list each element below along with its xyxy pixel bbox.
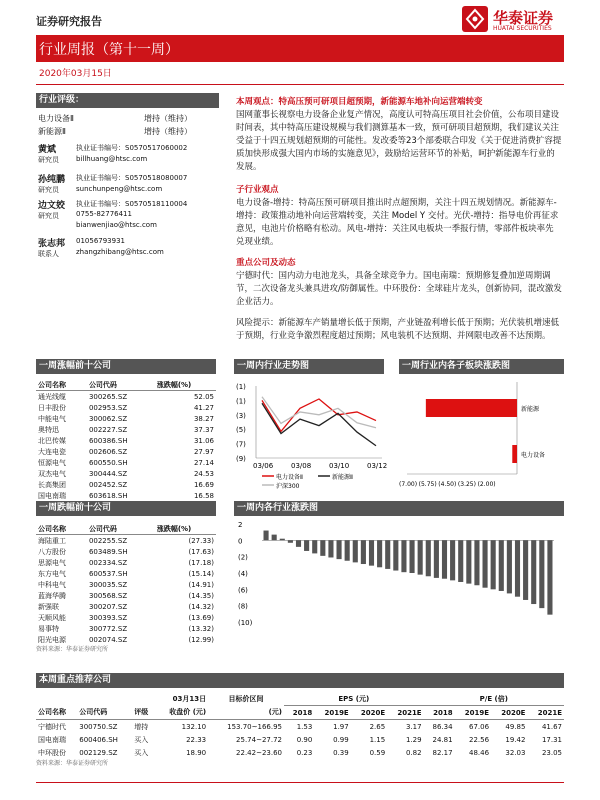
bar <box>369 540 374 565</box>
table-cell: 宁德时代 <box>38 722 66 731</box>
table-cell: 31.06 <box>193 436 214 445</box>
bar <box>328 540 333 557</box>
table-cell: 买入 <box>134 735 149 744</box>
table-cell: 阳光电源 <box>38 635 66 644</box>
sub-industry-paragraph: 电力设备-增持：特高压预可研项目推出时点超预期，关注十四五规划情况。新能源车-增持：政策推动地补向运营端转变，关注 Model Y 交付。光伏-增持：指导电价再征求意见，电池片价格略有松动。风电-增持：关注风电板块一季报行情，零部件板块率先兑现业绩。 <box>236 198 559 247</box>
bar <box>377 540 382 567</box>
bar <box>264 531 269 541</box>
table-cell: 3.17 <box>406 722 422 731</box>
table-row <box>36 468 216 479</box>
table-cell: 300568.SZ <box>88 591 128 600</box>
bar <box>531 540 536 604</box>
table-cell: 300750.SZ <box>79 722 118 731</box>
series-line <box>262 403 376 445</box>
table-cell: 002074.SZ <box>88 635 128 644</box>
column-header: 公司名称 <box>36 379 87 391</box>
rating-heading: 行业评级： <box>36 93 219 108</box>
divider <box>36 84 564 85</box>
analyst-role: 联系人 <box>38 250 59 258</box>
column-header: 公司名称 <box>38 708 66 717</box>
column-header: 公司名称 <box>36 523 87 535</box>
analyst-name: 边文姣 <box>38 201 66 211</box>
report-type: 证券研究报告 <box>36 15 102 28</box>
x-tick-label: 03/12 <box>367 462 388 470</box>
table-cell: 22.42~23.60 <box>236 748 282 757</box>
table-cell: 易事特 <box>38 624 59 633</box>
table-cell: 1.15 <box>369 735 386 744</box>
table-cell: 0.39 <box>333 748 349 757</box>
table-cell: 16.58 <box>193 491 214 500</box>
table-cell: 27.14 <box>193 458 214 467</box>
sub-industry-heading: 子行业观点 <box>236 185 279 195</box>
table-cell: 0.82 <box>406 748 422 757</box>
main-content <box>236 96 562 343</box>
table-cell: 24.53 <box>193 469 214 478</box>
table-cell: 300265.SZ <box>88 392 128 401</box>
bar <box>337 540 342 559</box>
table-row <box>36 720 564 734</box>
table-cell: 19.42 <box>505 735 526 744</box>
table-cell: 52.05 <box>193 392 214 401</box>
table-cell: 东方电气 <box>38 569 66 578</box>
table-cell: 2.65 <box>369 722 386 731</box>
logo-icon <box>462 6 488 32</box>
x-tick-label: 03/06 <box>253 462 274 470</box>
table-cell: 300393.SZ <box>88 613 128 622</box>
table-cell: 32.03 <box>505 748 526 757</box>
table-row <box>36 746 564 759</box>
table-cell: 1.97 <box>333 722 349 731</box>
bar <box>288 540 293 542</box>
table-cell: 增持 <box>134 722 149 731</box>
table-cell: 002334.SZ <box>88 558 128 567</box>
bar <box>312 540 317 553</box>
table-cell: 38.27 <box>193 414 214 423</box>
column-header: 公司代码 <box>87 523 155 535</box>
rating-item-value: 增持（维持） <box>144 127 192 136</box>
source-note: 资料来源：华泰证券研究所 <box>36 646 109 653</box>
bar <box>393 540 398 570</box>
category-label: 新能源 <box>521 406 540 413</box>
analyst-email: bianwenjiao@htsc.com <box>76 221 157 229</box>
table-cell: 603489.SH <box>88 547 128 556</box>
losers-heading: 一周跌幅前十公司 <box>36 501 216 516</box>
analyst-role: 研究员 <box>38 186 59 194</box>
bar <box>272 535 277 541</box>
table-cell: 思源电气 <box>38 558 66 567</box>
bar <box>539 540 544 608</box>
table-cell: 17.31 <box>541 735 562 744</box>
column-header: 目标价区间 <box>228 694 264 703</box>
table-cell: 25.74~27.72 <box>236 735 282 744</box>
analyst-card <box>38 236 228 262</box>
bar <box>491 540 496 589</box>
table-cell: (14.32) <box>188 602 214 611</box>
table-cell: 300207.SZ <box>88 602 128 611</box>
analyst-role: 研究员 <box>38 212 59 220</box>
bar <box>450 540 455 580</box>
table-cell: 中科电气 <box>38 580 66 589</box>
table-cell: 153.70~166.95 <box>227 722 282 731</box>
gainers-heading: 一周涨幅前十公司 <box>36 359 216 374</box>
table-cell: 41.27 <box>193 403 214 412</box>
y-tick-label: (7) <box>236 440 246 449</box>
table-cell: 002606.SZ <box>88 447 128 456</box>
bar <box>434 540 439 578</box>
table-cell: 22.33 <box>186 735 207 744</box>
table-cell: 奥特迅 <box>38 425 59 434</box>
table-cell: 大连电瓷 <box>38 447 66 456</box>
table-cell: 300772.SZ <box>88 624 128 633</box>
table-row <box>36 546 216 557</box>
table-cell: 1.53 <box>296 722 313 731</box>
table-cell: (17.18) <box>188 558 214 567</box>
bar <box>499 540 504 591</box>
column-header: 公司代码 <box>79 708 108 717</box>
table-cell: 002452.SZ <box>88 480 128 489</box>
page-title: 行业周报（第十一周） <box>39 42 179 58</box>
legend-label: 沪深300 <box>276 483 300 490</box>
table-cell: 132.10 <box>181 722 207 731</box>
table-cell: 蓝海华腾 <box>38 591 66 600</box>
y-tick-label: (1) <box>236 397 246 406</box>
table-cell: 长高集团 <box>38 480 66 489</box>
y-tick-label: 0 <box>238 537 243 546</box>
column-header: P/E (倍) <box>424 692 564 706</box>
column-header: 涨跌幅(%) <box>155 379 216 391</box>
analyst-license: 执业证书编号：S0570518110004 <box>76 200 188 208</box>
table-cell: (27.33) <box>188 536 214 545</box>
table-cell: 0.59 <box>369 748 386 757</box>
column-header: 涨跌幅(%) <box>155 523 216 535</box>
x-tick-label: (2.00) <box>477 481 496 488</box>
bar <box>512 445 517 463</box>
table-row <box>36 535 216 547</box>
bar <box>345 540 350 560</box>
table-cell: 67.06 <box>468 722 490 731</box>
x-tick-label: (7.00) <box>399 481 418 488</box>
column-header: 收盘价 (元) <box>169 708 207 717</box>
y-tick-label: (6) <box>238 586 248 595</box>
column-header: (元) <box>268 708 282 717</box>
table-cell: 16.69 <box>193 480 214 489</box>
y-tick-label: (1) <box>236 383 246 391</box>
table-cell: (12.99) <box>188 635 214 644</box>
x-tick-label: (3.25) <box>457 481 476 488</box>
column-header: EPS (元) <box>284 692 424 706</box>
table-row <box>36 612 216 623</box>
y-tick-label: (3) <box>236 411 246 420</box>
table-cell: 37.37 <box>193 425 214 434</box>
bar <box>547 540 552 614</box>
analyst-email: sunchunpeng@htsc.com <box>76 185 163 193</box>
trend-chart-heading: 一周内行业走势图 <box>234 359 384 374</box>
table-cell: 0.99 <box>333 735 349 744</box>
bar <box>466 540 471 583</box>
rating-item-value: 增持（维持） <box>144 114 192 123</box>
table-cell: 82.17 <box>432 748 453 757</box>
column-header: 2018 <box>292 708 313 717</box>
table-cell: 27.97 <box>193 447 214 456</box>
y-tick-label: (8) <box>238 602 248 611</box>
logo-subtext: HUATAI SECURITIES <box>493 25 552 32</box>
table-cell: 24.81 <box>432 735 453 744</box>
table-cell: 49.85 <box>505 722 526 731</box>
table-cell: (15.14) <box>188 569 214 578</box>
bar <box>483 540 488 587</box>
view-heading: 本周观点：特高压预可研项目超预期，新能源车地补向运营端转变 <box>236 97 483 107</box>
x-tick-label: 03/10 <box>329 462 350 470</box>
table-row <box>36 402 216 413</box>
bar <box>523 540 528 600</box>
view-paragraph: 国网董事长视察电力设备企业复产情况，高度认可特高压项目社会价值，公布项目建设时间表，其中特高压建设规模与我们测算基本一致，预可研项目超预期，我们建议关注受益于十四五规划超预期的可能性。发改委等23个部委联合印发《关于促进消费扩容提质加快形成强大国内市场的实施意见》，鼓励给运营环节的补贴，呵护新能源车行业的发展。 <box>236 110 562 172</box>
table-cell: (13.69) <box>188 613 214 622</box>
table-cell: 22.56 <box>468 735 490 744</box>
analyst-name: 孙纯鹏 <box>38 175 66 185</box>
table-row <box>36 590 216 601</box>
column-header: 2019E <box>464 708 490 717</box>
table-cell: 300035.SZ <box>88 580 128 589</box>
column-header: 2020E <box>501 708 526 717</box>
table-row <box>36 479 216 490</box>
sector-chart <box>399 378 564 498</box>
bar <box>474 540 479 585</box>
table-cell: 41.67 <box>541 722 562 731</box>
logo-text: 华泰证券 <box>493 9 554 27</box>
analyst-list <box>38 142 228 262</box>
y-tick-label: (5) <box>236 426 246 435</box>
analyst-card <box>38 172 228 198</box>
table-cell: 北巴传媒 <box>38 436 66 445</box>
bar <box>426 540 431 576</box>
analyst-phone: 0755-82776411 <box>76 210 132 218</box>
table-cell: 18.90 <box>186 748 207 757</box>
table-cell: 86.34 <box>432 722 453 731</box>
table-cell: 海陆重工 <box>38 536 66 545</box>
y-tick-label: (4) <box>238 570 248 578</box>
bar <box>385 540 390 569</box>
bar <box>401 540 406 572</box>
table-cell: 600537.SH <box>88 569 128 578</box>
rating-item-name: 新能源Ⅱ <box>38 127 66 136</box>
bar <box>418 540 423 574</box>
footer-divider <box>36 782 564 783</box>
table-cell: 0.23 <box>296 748 313 757</box>
column-header: 2018 <box>433 708 453 717</box>
table-cell: 0.90 <box>296 735 313 744</box>
table-cell: 48.46 <box>468 748 490 757</box>
bar <box>515 540 520 596</box>
table-cell: 国电南瑞 <box>38 735 66 744</box>
y-tick-label: (9) <box>236 455 246 463</box>
x-tick-label: (5.75) <box>418 481 437 488</box>
table-cell: (14.91) <box>188 580 214 589</box>
column-header: 2020E <box>360 708 386 717</box>
analyst-name: 黄斌 <box>38 145 57 155</box>
losers-table <box>36 523 216 645</box>
table-row <box>36 579 216 590</box>
table-cell: 002255.SZ <box>88 536 128 545</box>
bar <box>304 540 309 551</box>
x-tick-label: 03/08 <box>291 462 312 470</box>
table-row <box>36 446 216 457</box>
analyst-license: 执业证书编号：S0570517060002 <box>76 144 188 152</box>
bar <box>353 540 358 562</box>
table-cell: 1.29 <box>406 735 422 744</box>
bar <box>320 540 325 556</box>
bar <box>458 540 463 582</box>
trend-chart <box>234 378 394 498</box>
sector-chart-heading: 一周行业内各子板块涨跌图 <box>399 359 564 374</box>
table-cell: 600386.SH <box>88 436 128 445</box>
recommend-heading: 本周重点推荐公司 <box>36 673 564 688</box>
industry-chart-heading: 一周内各行业涨跌图 <box>234 501 564 516</box>
table-cell: 603618.SH <box>88 491 128 500</box>
table-cell: 中环股份 <box>38 748 66 757</box>
table-row <box>36 391 216 403</box>
bar <box>361 540 366 564</box>
y-tick-label: 2 <box>238 521 243 529</box>
bar <box>442 540 447 578</box>
table-cell: 日丰股份 <box>38 403 66 412</box>
bar <box>410 540 415 573</box>
risk-warning: 风险提示：新能源车产销量增长低于预期，产业链盈利增长低于预期；光伏装机增速低于预期，行业竞争激烈程度超过预期；风电装机不达预期、并网限电改善不达预期。 <box>236 318 560 341</box>
huatai-logo <box>462 6 572 36</box>
bar <box>280 539 285 541</box>
table-cell: 双杰电气 <box>38 469 66 478</box>
column-header: 2019E <box>324 708 349 717</box>
rating-item-name: 电力设备Ⅱ <box>38 114 74 123</box>
table-cell: (14.35) <box>188 591 214 600</box>
gainers-table <box>36 379 216 501</box>
source-note: 资料来源：华泰证券研究所 <box>36 760 109 767</box>
legend-label: 新能源Ⅱ <box>332 474 353 481</box>
key-companies-heading: 重点公司及动态 <box>236 258 296 268</box>
table-cell: 002953.SZ <box>88 403 128 412</box>
table-cell: 通光线缆 <box>38 392 66 401</box>
table-row <box>36 568 216 579</box>
table-cell: 002227.SZ <box>88 425 128 434</box>
table-cell: (17.63) <box>188 547 214 556</box>
table-cell: 002129.SZ <box>79 748 118 757</box>
table-cell: 恒源电气 <box>38 458 66 467</box>
table-row <box>36 457 216 468</box>
table-row <box>36 413 216 424</box>
column-header: 评级 <box>134 708 149 717</box>
x-tick-label: (4.50) <box>438 481 457 488</box>
table-cell: 300062.SZ <box>88 414 128 423</box>
table-row <box>36 424 216 435</box>
legend-label: 电力设备Ⅱ <box>276 474 303 481</box>
table-cell: 300444.SZ <box>88 469 128 478</box>
analyst-email: zhangzhibang@htsc.com <box>76 248 164 256</box>
column-header: 公司代码 <box>87 379 155 391</box>
table-row <box>36 733 564 746</box>
column-header: 2021E <box>397 708 422 717</box>
category-label: 电力设备 <box>521 452 546 459</box>
bar <box>507 540 512 593</box>
table-row <box>36 557 216 568</box>
industry-chart <box>234 518 564 658</box>
table-cell: (13.32) <box>188 624 214 633</box>
table-cell: 23.05 <box>541 748 562 757</box>
y-tick-label: (10) <box>238 619 253 627</box>
table-cell: 天顺风能 <box>38 613 66 622</box>
report-date: 2020年03月15日 <box>39 69 112 79</box>
table-cell: 买入 <box>134 748 149 757</box>
column-header: 03月13日 <box>172 694 207 703</box>
analyst-email: billhuang@htsc.com <box>76 155 148 163</box>
table-cell: 新强联 <box>38 602 59 611</box>
bar <box>296 540 301 547</box>
y-tick-label: (2) <box>238 553 248 562</box>
analyst-role: 研究员 <box>38 156 59 164</box>
analyst-license: 执业证书编号：S0570518080007 <box>76 174 188 182</box>
table-cell: 600550.SH <box>88 458 128 467</box>
column-header: 2021E <box>537 708 562 717</box>
table-cell: 国电南瑞 <box>38 491 66 500</box>
bar <box>426 399 517 417</box>
key-companies-paragraph: 宁德时代：国内动力电池龙头，具备全球竞争力。国电南瑞：预期修复叠加逆周期调节，二次设备龙头兼具进攻/防御属性。中环股份：全球硅片龙头，创新协同，混改激发企业活力。 <box>236 271 562 307</box>
analyst-phone: 01056793931 <box>76 237 125 245</box>
table-row <box>36 435 216 446</box>
table-row <box>36 623 216 634</box>
table-cell: 八方股份 <box>38 547 66 556</box>
analyst-card <box>38 198 228 236</box>
table-row <box>36 601 216 612</box>
analyst-name: 张志邦 <box>38 239 66 249</box>
table-row <box>36 490 216 501</box>
table-cell: 600406.SH <box>79 735 118 744</box>
recommend-table <box>36 692 564 759</box>
table-cell: 中能电气 <box>38 414 66 423</box>
analyst-card <box>38 142 228 172</box>
